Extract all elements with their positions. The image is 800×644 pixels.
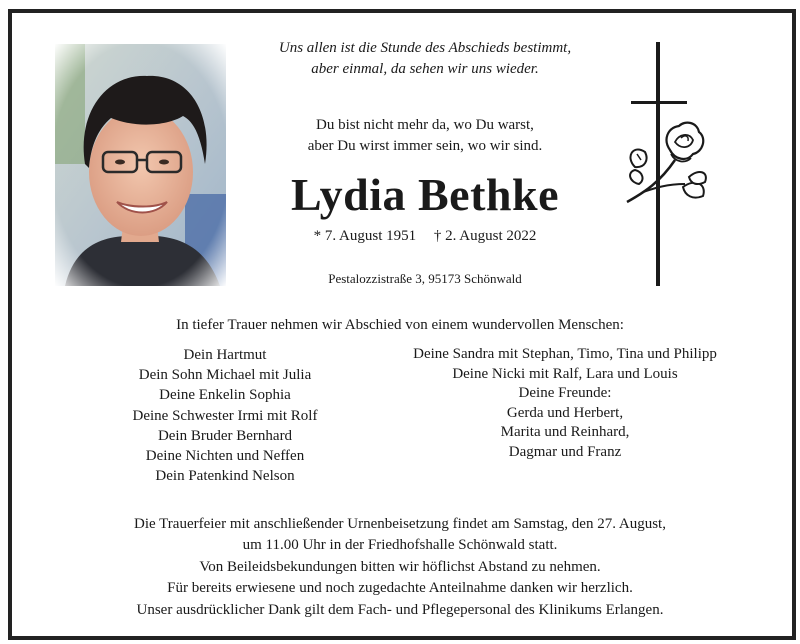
cross-with-rose-icon [615, 42, 725, 290]
mourner-entry: Deine Nicki mit Ralf, Lara und Louis [452, 365, 678, 382]
memorial-quote-line: aber Du wirst immer sein, wo wir sind. [307, 138, 543, 154]
funeral-detail-line: Von Beileidsbekundungen bitten wir höflichst Abstand zu nehmen. [199, 558, 601, 575]
italic-quote-line: Uns allen ist die Stunde des Abschieds bestimmt, [278, 40, 572, 56]
funeral-detail-line: Für bereits erwiesene und noch zugedachte Anteilnahme danken wir herzlich. [167, 580, 633, 597]
funeral-detail-line: Die Trauerfeier mit anschließender Urnenbeisetzung findet am Samstag, den 27. August, [134, 516, 666, 532]
address: Pestalozzistraße 3, 95173 Schönwald [328, 271, 522, 286]
funeral-detail-line: Unser ausdrücklicher Dank gilt dem Fach- und Pflegepersonal des Klinikums Erlangen. [136, 601, 664, 618]
italic-quote [235, 38, 615, 80]
mourner-entry: Deine Freunde: [518, 385, 612, 402]
mourner-entry: Dagmar und Franz [508, 443, 622, 460]
mourner-entry: Deine Enkelin Sophia [159, 387, 291, 404]
funeral-details [40, 514, 760, 621]
portrait-photo [55, 44, 226, 286]
mourner-entry: Deine Schwester Irmi mit Rolf [132, 407, 318, 424]
mourner-entry: Deine Nichten und Neffen [145, 448, 305, 465]
mourner-entry: Gerda und Herbert, [506, 404, 624, 421]
mourning-intro: In tiefer Trauer nehmen wir Abschied von einem wundervollen Menschen: [176, 317, 624, 333]
mourner-entry: Dein Hartmut [183, 347, 267, 363]
mourners-left-column [95, 345, 355, 486]
mourner-entry: Dein Bruder Bernhard [157, 427, 293, 444]
mourner-entry: Dein Patenkind Nelson [155, 468, 295, 485]
memorial-quote-line: Du bist nicht mehr da, wo Du warst, [316, 117, 534, 133]
birth-date: * 7. August 1951 [313, 228, 417, 244]
italic-quote-line: aber einmal, da sehen wir uns wieder. [311, 61, 539, 77]
mourners-right-column [375, 345, 755, 463]
deceased-name: Lydia Bethke [290, 169, 559, 220]
mourner-entry: Dein Sohn Michael mit Julia [138, 367, 312, 384]
mourner-entry: Marita und Reinhard, [500, 424, 630, 441]
funeral-detail-line: um 11.00 Uhr in der Friedhofshalle Schönwald statt. [242, 537, 558, 554]
memorial-quote [235, 115, 615, 157]
mourner-entry: Deine Sandra mit Stephan, Timo, Tina und Philipp [413, 346, 717, 362]
life-dates [235, 226, 615, 246]
death-date: † 2. August 2022 [433, 228, 537, 244]
